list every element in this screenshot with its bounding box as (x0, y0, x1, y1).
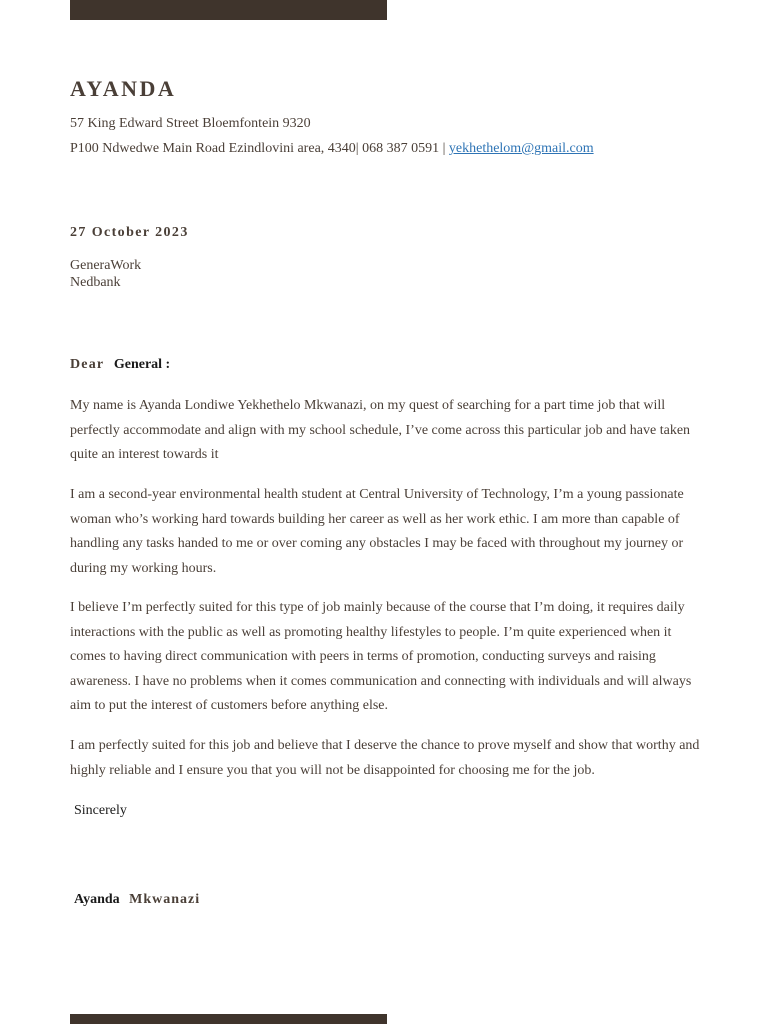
sender-address-line2 (70, 141, 594, 157)
greeting-salutation: Dear (70, 357, 105, 372)
recipient-line1: GeneraWork (70, 258, 142, 273)
greeting-addressee: General : (113, 357, 171, 372)
letter-date: 27 October 2023 (70, 225, 189, 240)
body-paragraph-4: I am perfectly suited for this job and believe that I deserve the chance to prove myself and show that worthy and highly reliable and I ensure you that you will not be disappointed for choosing me for the job. (70, 738, 700, 778)
body-paragraph-1: My name is Ayanda Londiwe Yekhethelo Mkwanazi, on my quest of searching for a part time job that will perfectly accommodate and align with my school schedule, I’ve come across this particular job and have taken quite an interest towards it (70, 398, 691, 463)
body-paragraph-3: I believe I’m perfectly suited for this type of job mainly because of the course that I’m doing, it requires daily interactions with the public as well as promoting healthy lifestyles to people. I’m quite experienced when it comes to having direct communication with peers in terms of promotion, conducting surveys and raising awareness. I have no problems when it comes communication and connecting with individuals and will always aim to put the interest of customers before anything else. (70, 600, 692, 714)
body-paragraph-2: I am a second-year environmental health student at Central University of Technology, I’m a young passionate woman who’s working hard towards building her career as well as her work ethic. I am more than capable of handling any tasks handed to me or over coming any obstacles I may be faced with throughout my journey or during my working hours. (70, 487, 684, 576)
signature-first-name: Ayanda (74, 892, 120, 907)
recipient-line2: Nedbank (70, 275, 121, 290)
bottom-decorative-bar (70, 1014, 387, 1024)
recipient-block (70, 257, 141, 291)
closing: Sincerely (74, 803, 127, 818)
sender-email-link[interactable]: yekhethelom@gmail.com (448, 141, 594, 156)
signature (74, 892, 200, 908)
signature-last-name: Mkwanazi (129, 892, 201, 907)
sender-address-line1: 57 King Edward Street Bloemfontein 9320 (70, 116, 311, 131)
greeting (70, 357, 170, 373)
top-decorative-bar (70, 0, 387, 20)
sender-name: AYANDA (70, 76, 177, 101)
sender-address-contact: P100 Ndwedwe Main Road Ezindlovini area, 4340| 068 387 0591 | (70, 141, 446, 156)
